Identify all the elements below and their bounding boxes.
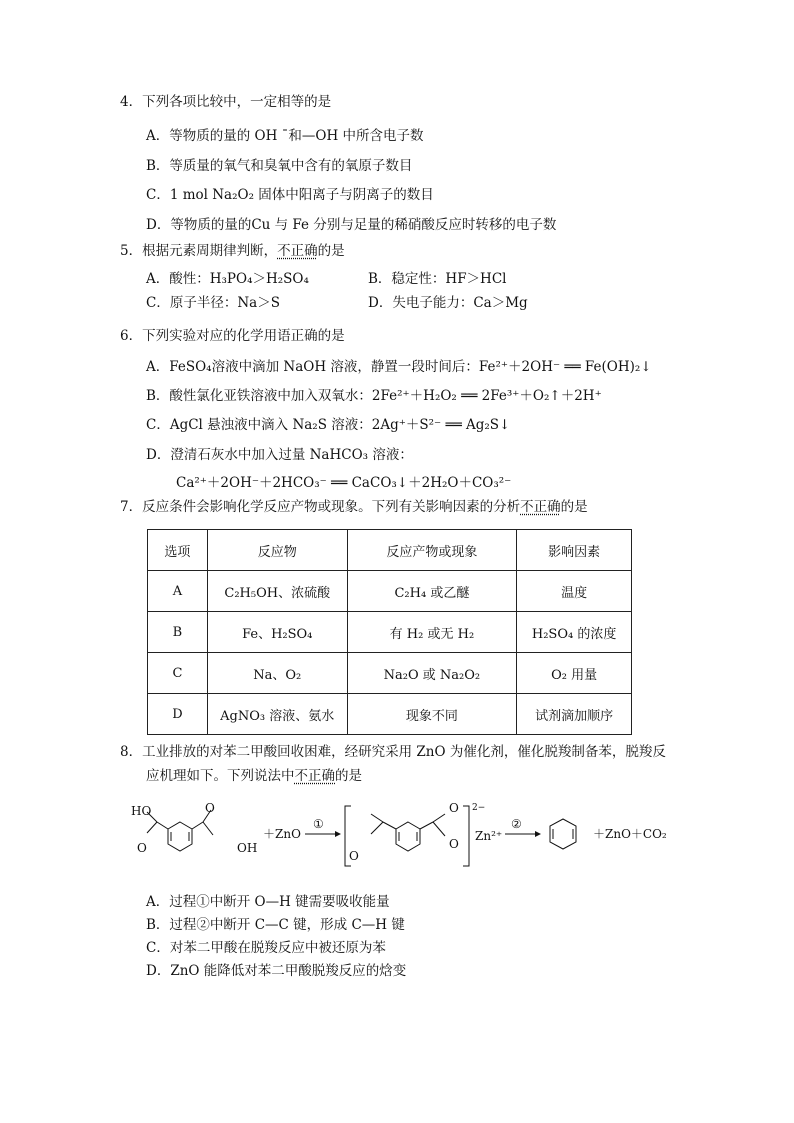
table-header-cell: 反应产物或现象	[347, 530, 517, 571]
plus-zno-label: ＋ZnO	[263, 827, 301, 841]
q5-option-c: C．原子半径：Na＞S	[146, 295, 280, 311]
table-row	[148, 571, 632, 612]
q5-option-d: D．失电子能力：Ca＞Mg	[368, 295, 528, 311]
q6-option-d: D．澄清石灰水中加入过量 NaHCO₃ 溶液：	[146, 447, 413, 463]
q4-option-b: B．等质量的氧气和臭氧中含有的氧原子数目	[146, 158, 413, 174]
table-cell: B	[148, 612, 208, 653]
carbonyl-o-label: O	[205, 801, 215, 815]
carboxylate-o-label: O	[349, 849, 359, 863]
zn-ion-label: Zn²⁺	[475, 829, 503, 843]
q5-option-b: B．稳定性：HF＞HCl	[368, 271, 507, 287]
q4-option-d: D．等物质的量的Cu 与 Fe 分别与足量的稀硝酸反应时转移的电子数	[146, 217, 557, 233]
table-cell: 有 H₂ 或无 H₂	[347, 612, 517, 653]
table-cell: C	[148, 653, 208, 694]
q8-option-d: D．ZnO 能降低对苯二甲酸脱羧反应的焓变	[146, 963, 407, 979]
table-cell: D	[148, 694, 208, 735]
table-cell: O₂ 用量	[517, 653, 632, 694]
products-label: ＋ZnO＋CO₂	[593, 827, 667, 841]
arrowhead-icon	[535, 831, 541, 837]
q4-stem: 4．下列各项比较中，一定相等的是	[120, 94, 332, 110]
table-cell: C₂H₄ 或乙醚	[347, 571, 517, 612]
table-cell: AgNO₃ 溶液、氨水	[207, 694, 347, 735]
q4-option-a: A．等物质的量的 OH ˉ和—OH 中所含电子数	[146, 128, 424, 144]
table-cell: 试剂滴加顺序	[517, 694, 632, 735]
q5-option-a: A．酸性：H₃PO₄＞H₂SO₄	[146, 271, 309, 287]
table-row	[148, 612, 632, 653]
q4-option-c: C．1 mol Na₂O₂ 固体中阳离子与阴离子的数目	[146, 187, 434, 203]
terephthalate-dianion-structure	[345, 806, 469, 866]
q7-stem: 7．反应条件会影响化学反应产物或现象。下列有关影响因素的分析不正确的是	[120, 499, 588, 515]
table-row	[148, 653, 632, 694]
table-cell: 温度	[517, 571, 632, 612]
step-1-label: ①	[313, 817, 324, 831]
q6-stem: 6．下列实验对应的化学用语正确的是	[120, 328, 345, 344]
q6-option-c: C．AgCl 悬浊液中滴入 Na₂S 溶液：2Ag⁺＋S²⁻ ══ Ag₂S↓	[146, 417, 511, 433]
arrowhead-icon	[335, 831, 341, 837]
table-header-cell: 反应物	[207, 530, 347, 571]
table-header-row	[148, 530, 632, 571]
oh-label: OH	[237, 841, 258, 855]
table-cell: A	[148, 571, 208, 612]
table-cell: 现象不同	[347, 694, 517, 735]
table-header-cell: 选项	[148, 530, 208, 571]
carbonyl-o-label: O	[137, 841, 147, 855]
q8-option-c: C．对苯二甲酸在脱羧反应中被还原为苯	[146, 940, 386, 956]
q8-stem-line2: 应机理如下。下列说法中不正确的是	[146, 768, 362, 784]
q6-option-d-equation: Ca²⁺＋2OH⁻＋2HCO₃⁻ ══ CaCO₃↓＋2H₂O＋CO₃²⁻	[176, 475, 512, 491]
table-row	[148, 694, 632, 735]
q6-option-a: A．FeSO₄溶液中滴加 NaOH 溶液，静置一段时间后：Fe²⁺＋2OH⁻ ══ Fe(OH)₂↓	[146, 359, 652, 375]
q8-stem-line1: 8．工业排放的对苯二甲酸回收困难，经研究采用 ZnO 为催化剂，催化脱羧制备苯，脱羧反	[120, 744, 666, 760]
benzene-structure	[550, 819, 576, 849]
table-cell: Na₂O 或 Na₂O₂	[347, 653, 517, 694]
table-cell: H₂SO₄ 的浓度	[517, 612, 632, 653]
q8-option-a: A．过程①中断开 O—H 键需要吸收能量	[146, 894, 390, 910]
carboxylate-o-label: O	[449, 801, 459, 815]
q6-option-b: B．酸性氯化亚铁溶液中加入双氧水：2Fe²⁺＋H₂O₂ ══ 2Fe³⁺＋O₂↑＋2H⁺	[146, 388, 602, 404]
table-cell: Na、O₂	[207, 653, 347, 694]
decarboxylation-scheme	[125, 800, 685, 870]
q7-table	[147, 529, 632, 735]
q8-option-b: B．过程②中断开 C—C 键，形成 C—H 键	[146, 917, 405, 933]
q5-stem: 5．根据元素周期律判断，不正确的是	[120, 243, 345, 259]
charge-label: 2−	[472, 803, 486, 813]
carboxylate-o-label: O	[449, 837, 459, 851]
terephthalic-acid-structure	[147, 810, 213, 851]
step-2-label: ②	[511, 817, 522, 831]
table-header-cell: 影响因素	[517, 530, 632, 571]
ho-label: HO	[131, 804, 152, 818]
table-cell: C₂H₅OH、浓硫酸	[207, 571, 347, 612]
table-cell: Fe、H₂SO₄	[207, 612, 347, 653]
